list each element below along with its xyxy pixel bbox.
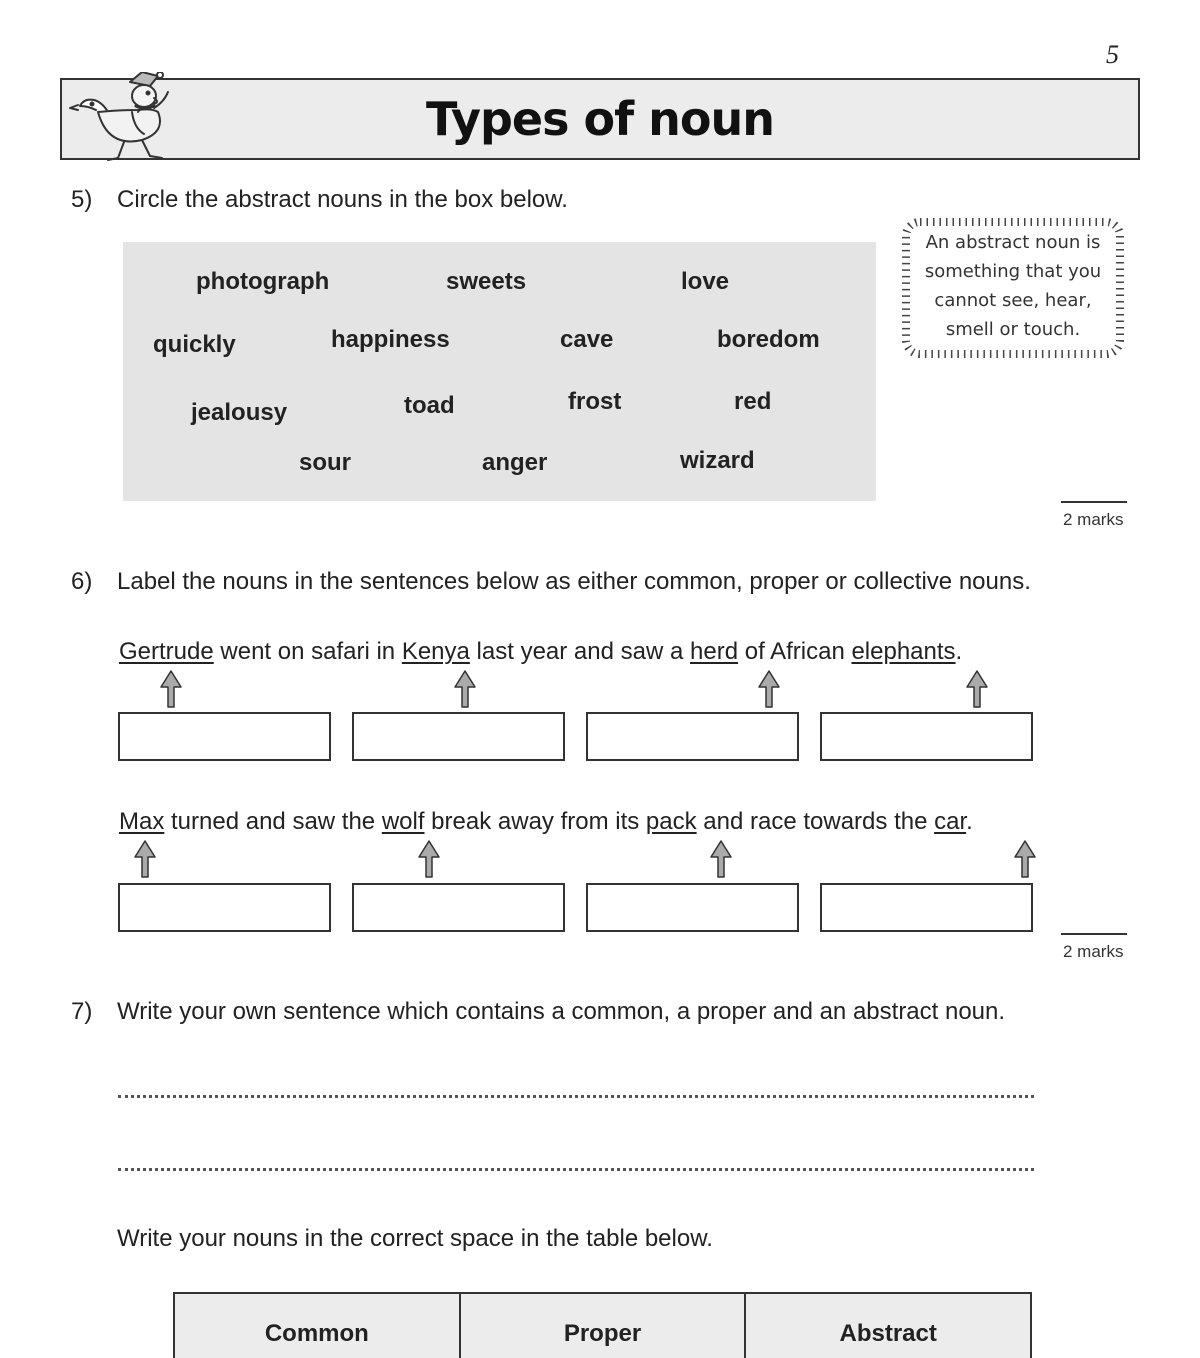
q7-instruction: Write your nouns in the correct space in the table below. bbox=[117, 1225, 713, 1252]
sentence-text: . bbox=[966, 808, 973, 835]
marks-label: 2 marks bbox=[1063, 942, 1124, 961]
marks-label: 2 marks bbox=[1063, 510, 1124, 529]
sentence-text: . bbox=[955, 638, 963, 665]
up-arrow-icon bbox=[1013, 839, 1037, 879]
answer-box[interactable] bbox=[118, 883, 331, 932]
sentence-text: went on safari in bbox=[213, 638, 402, 665]
sentence-text: last year and saw a bbox=[469, 638, 691, 665]
tip-text: An abstract noun is something that you cannot see, hear, smell or touch. bbox=[924, 232, 1102, 340]
answer-box[interactable] bbox=[820, 712, 1033, 761]
answer-box[interactable] bbox=[586, 712, 799, 761]
word-item[interactable]: toad bbox=[404, 392, 455, 419]
writing-line[interactable] bbox=[118, 1168, 1034, 1171]
noun-kenya: Kenya bbox=[401, 638, 470, 665]
up-arrow-icon bbox=[417, 839, 441, 879]
title-banner bbox=[60, 78, 1140, 160]
up-arrow-icon bbox=[453, 669, 477, 709]
q7-number: 7) bbox=[71, 998, 93, 1025]
marks-line bbox=[1061, 501, 1127, 503]
answer-box[interactable] bbox=[118, 712, 331, 761]
up-arrow-icon bbox=[757, 669, 781, 709]
sentence-2 bbox=[119, 808, 973, 836]
abstract-noun-word-box bbox=[123, 242, 876, 501]
writing-line[interactable] bbox=[118, 1095, 1034, 1098]
sentence-text: break away from its bbox=[424, 808, 646, 835]
word-item[interactable]: red bbox=[734, 388, 772, 415]
word-item[interactable]: happiness bbox=[331, 326, 450, 353]
q5-text: Circle the abstract nouns in the box below. bbox=[117, 186, 568, 213]
answer-box[interactable] bbox=[820, 883, 1033, 932]
word-item[interactable]: boredom bbox=[717, 326, 820, 353]
page-number: 5 bbox=[1106, 40, 1119, 69]
word-item[interactable]: anger bbox=[482, 449, 548, 476]
word-item[interactable]: wizard bbox=[680, 447, 755, 474]
sentence-text: and race towards the bbox=[696, 808, 935, 835]
word-item[interactable]: sweets bbox=[446, 268, 527, 295]
word-item[interactable]: photograph bbox=[196, 268, 330, 295]
noun-car: car bbox=[934, 808, 967, 835]
word-item[interactable]: sour bbox=[299, 449, 352, 476]
table-header-abstract: Abstract bbox=[839, 1320, 937, 1347]
page-title: Types of noun bbox=[426, 92, 774, 146]
noun-table bbox=[173, 1292, 1032, 1358]
word-item[interactable]: love bbox=[681, 268, 730, 295]
q7-text: Write your own sentence which contains a common, a proper and an abstract noun. bbox=[117, 998, 1006, 1025]
marks-line bbox=[1061, 933, 1127, 935]
noun-herd: herd bbox=[690, 638, 739, 665]
q6-number: 6) bbox=[71, 568, 93, 595]
up-arrow-icon bbox=[965, 669, 989, 709]
noun-pack: pack bbox=[645, 808, 697, 835]
word-item[interactable]: cave bbox=[560, 326, 614, 353]
noun-wolf: wolf bbox=[381, 808, 425, 835]
sentence-text: turned and saw the bbox=[164, 808, 382, 835]
word-item[interactable]: jealousy bbox=[191, 399, 288, 426]
noun-max: Max bbox=[119, 808, 165, 835]
up-arrow-icon bbox=[709, 839, 733, 879]
table-header-proper: Proper bbox=[461, 1294, 747, 1358]
table-header-common: Common bbox=[175, 1294, 461, 1358]
noun-elephants: elephants bbox=[851, 638, 956, 665]
sentence-1 bbox=[119, 638, 962, 666]
up-arrow-icon bbox=[159, 669, 183, 709]
q5-number: 5) bbox=[71, 186, 93, 213]
word-item[interactable]: quickly bbox=[153, 331, 236, 358]
noun-gertrude: Gertrude bbox=[119, 638, 214, 665]
up-arrow-icon bbox=[133, 839, 157, 879]
tip-box bbox=[900, 214, 1126, 360]
q6-text: Label the nouns in the sentences below as either common, proper or collective nouns. bbox=[117, 568, 1031, 595]
answer-box[interactable] bbox=[352, 712, 565, 761]
answer-box[interactable] bbox=[586, 883, 799, 932]
sentence-text: of African bbox=[738, 638, 852, 665]
answer-box[interactable] bbox=[352, 883, 565, 932]
word-item[interactable]: frost bbox=[568, 388, 622, 415]
